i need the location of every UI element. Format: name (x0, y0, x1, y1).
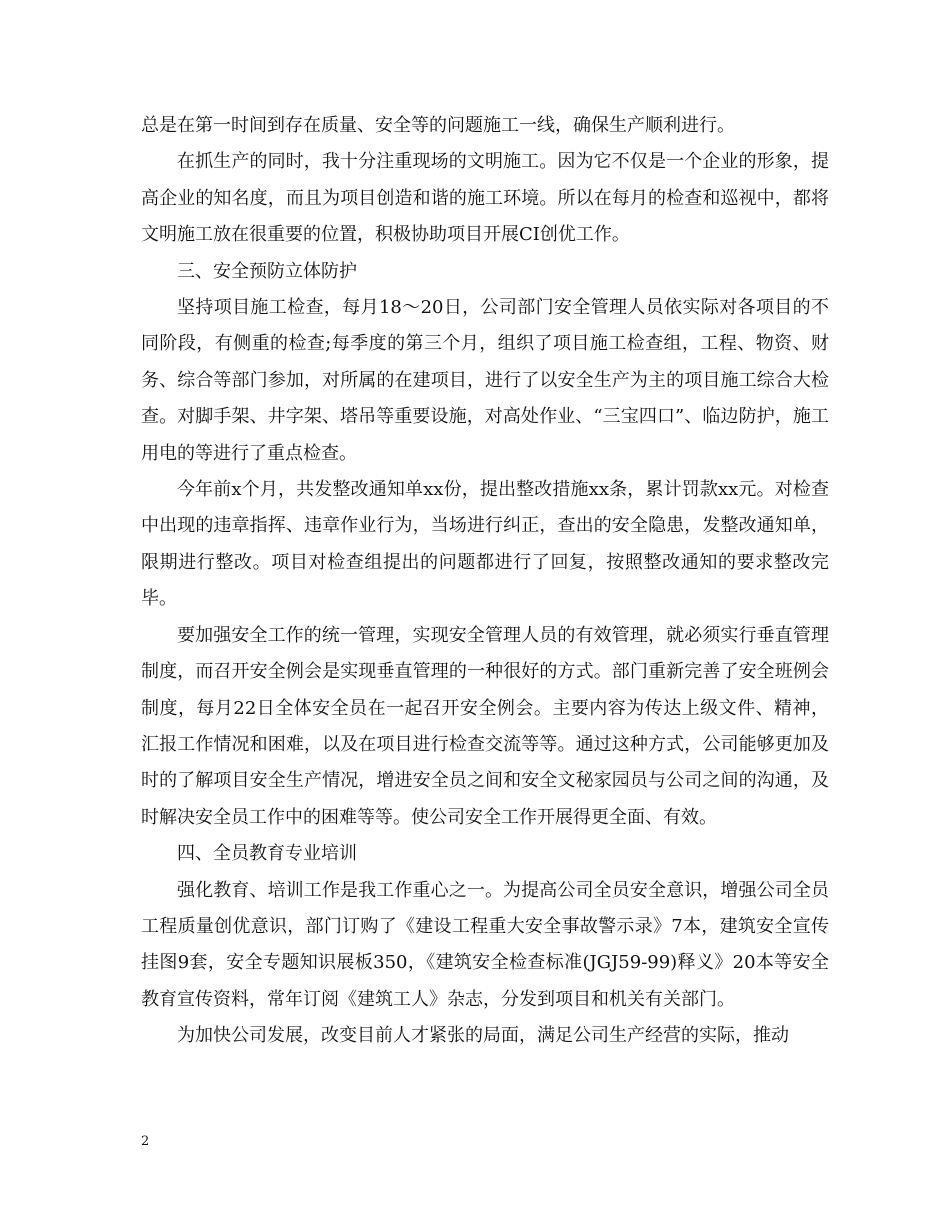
paragraph-development: 为加快公司发展，改变目前人才紧张的局面，满足公司生产经营的实际，推动 (177, 1025, 789, 1047)
paragraph-rectification: 今年前x个月，共发整改通知单xx份，提出整改措施xx条，累计罚款xx元。对检查中出现的违章指挥、违章作业行为，当场进行纠正，查出的安全隐患，发整改通知单，限期进行整改。项目对检查组提出的问题都进行了回复，按照整改通知的要求整改完毕。 (141, 479, 829, 610)
paragraph-continuation: 总是在第一时间到存在质量、安全等的问题施工一线，确保生产顺利进行。 (141, 115, 735, 136)
paragraph-inspection: 坚持项目施工检查，每月18～20日，公司部门安全管理人员依实际对各项目的不同阶段，有侧重的检查;每季度的第三个月，组织了项目施工检查组，工程、物资、财务、综合等部门参加，对所属的在建项目，进行了以安全生产为主的项目施工综合大检查。对脚手架、井字架、塔吊等重要设施，对高处作业、“三宝四口”、临边防护，施工用电的等进行了重点检查。 (141, 297, 829, 464)
paragraph-education: 强化教育、培训工作是我工作重心之一。为提高公司全员安全意识，增强公司全员工程质量创优意识，部门订购了《建设工程重大安全事故警示录》7本，建筑安全宣传挂图9套，安全专题知识展板350，《建筑安全检查标准(JGJ59-99)释义》20本等安全教育宣传资料，常年订阅《建筑工人》杂志，分发到项目和机关有关部门。 (141, 879, 829, 1010)
page-number: 2 (141, 1134, 150, 1149)
paragraph-civilized-construction: 在抓生产的同时，我十分注重现场的文明施工。因为它不仅是一个企业的形象，提高企业的知名度，而且为项目创造和谐的施工环境。所以在每月的检查和巡视中，都将文明施工放在很重要的位置，积极协助项目开展CI创优工作。 (141, 151, 829, 246)
section-heading-3: 三、安全预防立体防护 (177, 260, 357, 282)
paragraph-safety-meeting: 要加强安全工作的统一管理，实现安全管理人员的有效管理，就必须实行垂直管理制度，而召开安全例会是实现垂直管理的一种很好的方式。部门重新完善了安全班例会制度，每月22日全体安全员在一起召开安全例会。主要内容为传达上级文件、精神，汇报工作情况和困难，以及在项目进行检查交流等等。通过这种方式，公司能够更加及时的了解项目安全生产情况，增进安全员之间和安全文秘家园员与公司之间的沟通，及时解决安全员工作中的困难等等。使公司安全工作开展得更全面、有效。 (141, 624, 829, 828)
section-heading-4: 四、全员教育专业培训 (177, 843, 357, 865)
document-body (141, 108, 829, 1055)
